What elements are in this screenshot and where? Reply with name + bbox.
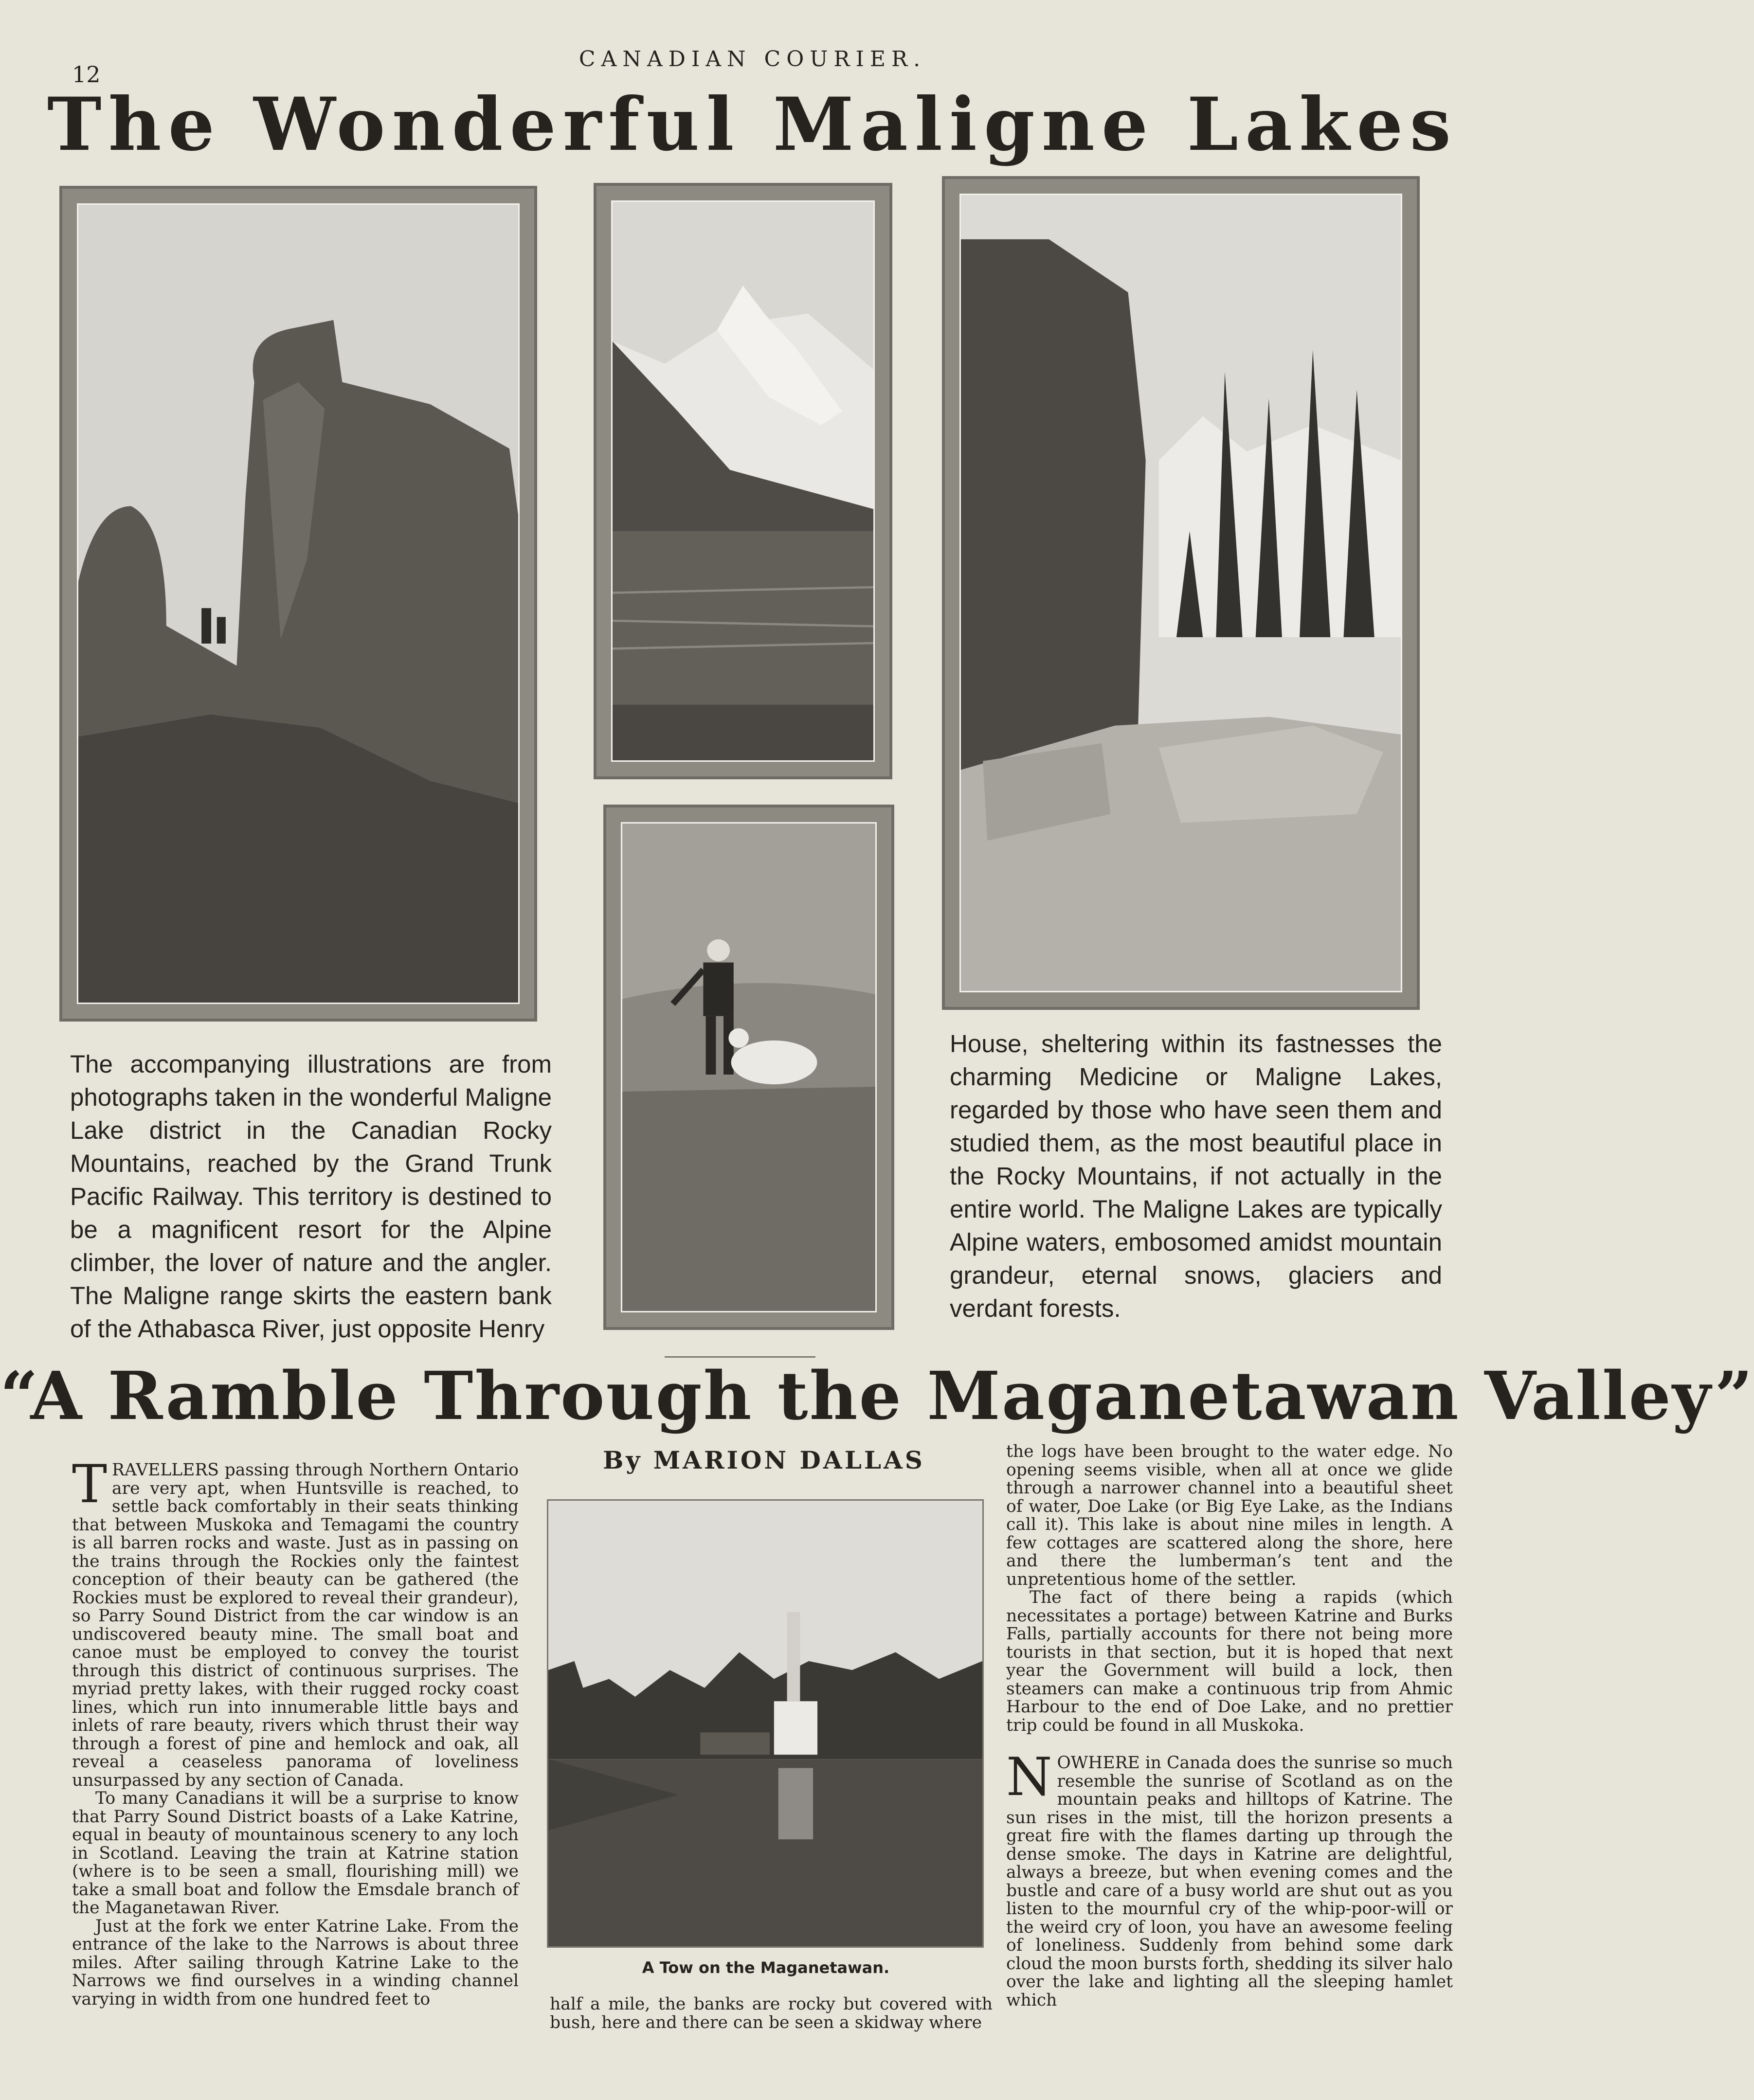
page-number: 12 [72, 61, 101, 88]
steamer-tow-image [548, 1501, 982, 1946]
photo-boy-with-sheep [603, 805, 894, 1330]
mountain-lake-image [613, 202, 873, 760]
paragraph [72, 1454, 519, 1790]
maligne-text-left: The accompanying illustrations are from photographs taken in the wonderful Maligne Lake district in the Canadian Rocky Mountains, reached by the Grand Trunk Pacific Railway. This territory is destined to be a magnificent resort for the Alpine climber, the lover of nature and the angler. The Maligne range skirts the eastern bank of the Athabasca River, just opposite Henry [70, 1050, 552, 1343]
photo-caption: A Tow on the Maganetawan. [642, 1958, 890, 1977]
drop-cap-n: N [1006, 1747, 1052, 1808]
boy-sheep-image [622, 824, 875, 1311]
photo-mountain-lake [594, 183, 892, 779]
paragraph [1006, 1747, 1453, 2010]
paragraph: half a mile, the banks are rocky but covered with bush, here and there can be seen a skidway where [550, 1994, 993, 2032]
paragraph: To many Canadians it will be a surprise to know that Parry Sound District boasts of a Lake Katrine, equal in beauty of mountainous scenery to any loch in Scotland. Leaving the train at Katrine station (where is to be seen a small, flourishing mill) we take a small boat and follow the Emsdale branch of the Maganetawan River. [72, 1789, 519, 1918]
article-column-3 [1006, 1443, 1453, 2010]
running-head: CANADIAN COURIER. [579, 47, 926, 72]
paragraph-text: OWHERE in Canada does the sunrise so much resemble the sunrise of Scotland as on the mountain peaks and hilltops of Katrine. The sun rises in the mist, till the horizon presents a great fire with the flames darting up through the dense smoke. The days in Katrine are delightful, always a breeze, but when evening comes and the bustle and care of a busy world are shut out as you listen to the mournful cry of the whip-poor-will or the weird cry of loon, you have an awesome feeling of loneliness. Suddenly from behind some dark cloud the moon bursts forth, shedding its silver halo over the lake and lighting all the sleeping hamlet which [1006, 1753, 1453, 2010]
article-column-2 [550, 1995, 993, 2032]
maligne-text-right: House, sheltering within its fastnesses the charming Medicine or Maligne Lakes, regarded by those who have seen them and studied them, as the most beautiful place in the Rocky Mountains, if not actually in the entire world. The Maligne Lakes are typically Alpine waters, embosomed amidst mountain grandeur, eternal snows, glaciers and verdant forests. [950, 1030, 1442, 1322]
maligne-intro-right [950, 1027, 1442, 1325]
photo-cliff-forest [942, 176, 1420, 1010]
maligne-intro-left [70, 1048, 552, 1346]
drop-cap-t: T [72, 1454, 108, 1515]
photo-steamer-tow [547, 1499, 984, 1948]
paragraph-text: RAVELLERS passing through Northern Ontario are very apt, when Huntsville is reached, to settle back comfortably in their seats thinking that between Muskoka and Temagami the country is all barren rocks and waste. Just as in passing on the trains through the Rockies only the faintest conception of their beauty can be gathered (the Rockies must be explored to reveal their grandeur), so Parry Sound District from the car window is an undiscovered beauty mine. The small boat and canoe must be employed to convey the tourist through this district of continuous surprises. The myriad pretty lakes, with their rugged rocky coast lines, which run into innumerable little bays and inlets of rare beauty, rivers which thrust their way through a forest of pine and hemlock and oak, all reveal a ceaseless panorama of loveliness unsurpassed by any section of Canada. [72, 1460, 519, 1790]
byline: By MARION DALLAS [603, 1446, 925, 1474]
article-title-maganetawan: “A Ramble Through the Maganetawan Valley” [0, 1357, 1754, 1435]
paragraph: the logs have been brought to the water edge. No opening seems visible, when all at once we glide through a narrower channel into a beautiful sheet of water, Doe Lake (or Big Eye Lake, as the Indians call it). This lake is about nine miles in length. A few cottages are scattered along the shore, here and there the lumberman’s tent and the unpretentious home of the settler. [1006, 1442, 1453, 1589]
photo-rock-pinnacle [59, 186, 537, 1022]
paragraph: Just at the fork we enter Katrine Lake. From the entrance of the lake to the Narrows is about three miles. After sailing through Katrine Lake to the Narrows we find ourselves in a winding channel varying in width from one hundred feet to [72, 1916, 519, 2009]
paragraph: The fact of there being a rapids (which necessitates a portage) between Katrine and Burks Falls, partially accounts for there not being more tourists in that section, but it is hoped that next year the Government will build a lock, then steamers can make a continuous trip from Ahmic Harbour to the end of Doe Lake, and no prettier trip could be found in all Muskoka. [1006, 1588, 1453, 1735]
article-title-maligne: The Wonderful Maligne Lakes [47, 82, 1458, 167]
article-column-1 [72, 1454, 519, 2009]
cliff-forest-image [961, 195, 1401, 991]
rock-pinnacle-image [78, 205, 518, 1003]
